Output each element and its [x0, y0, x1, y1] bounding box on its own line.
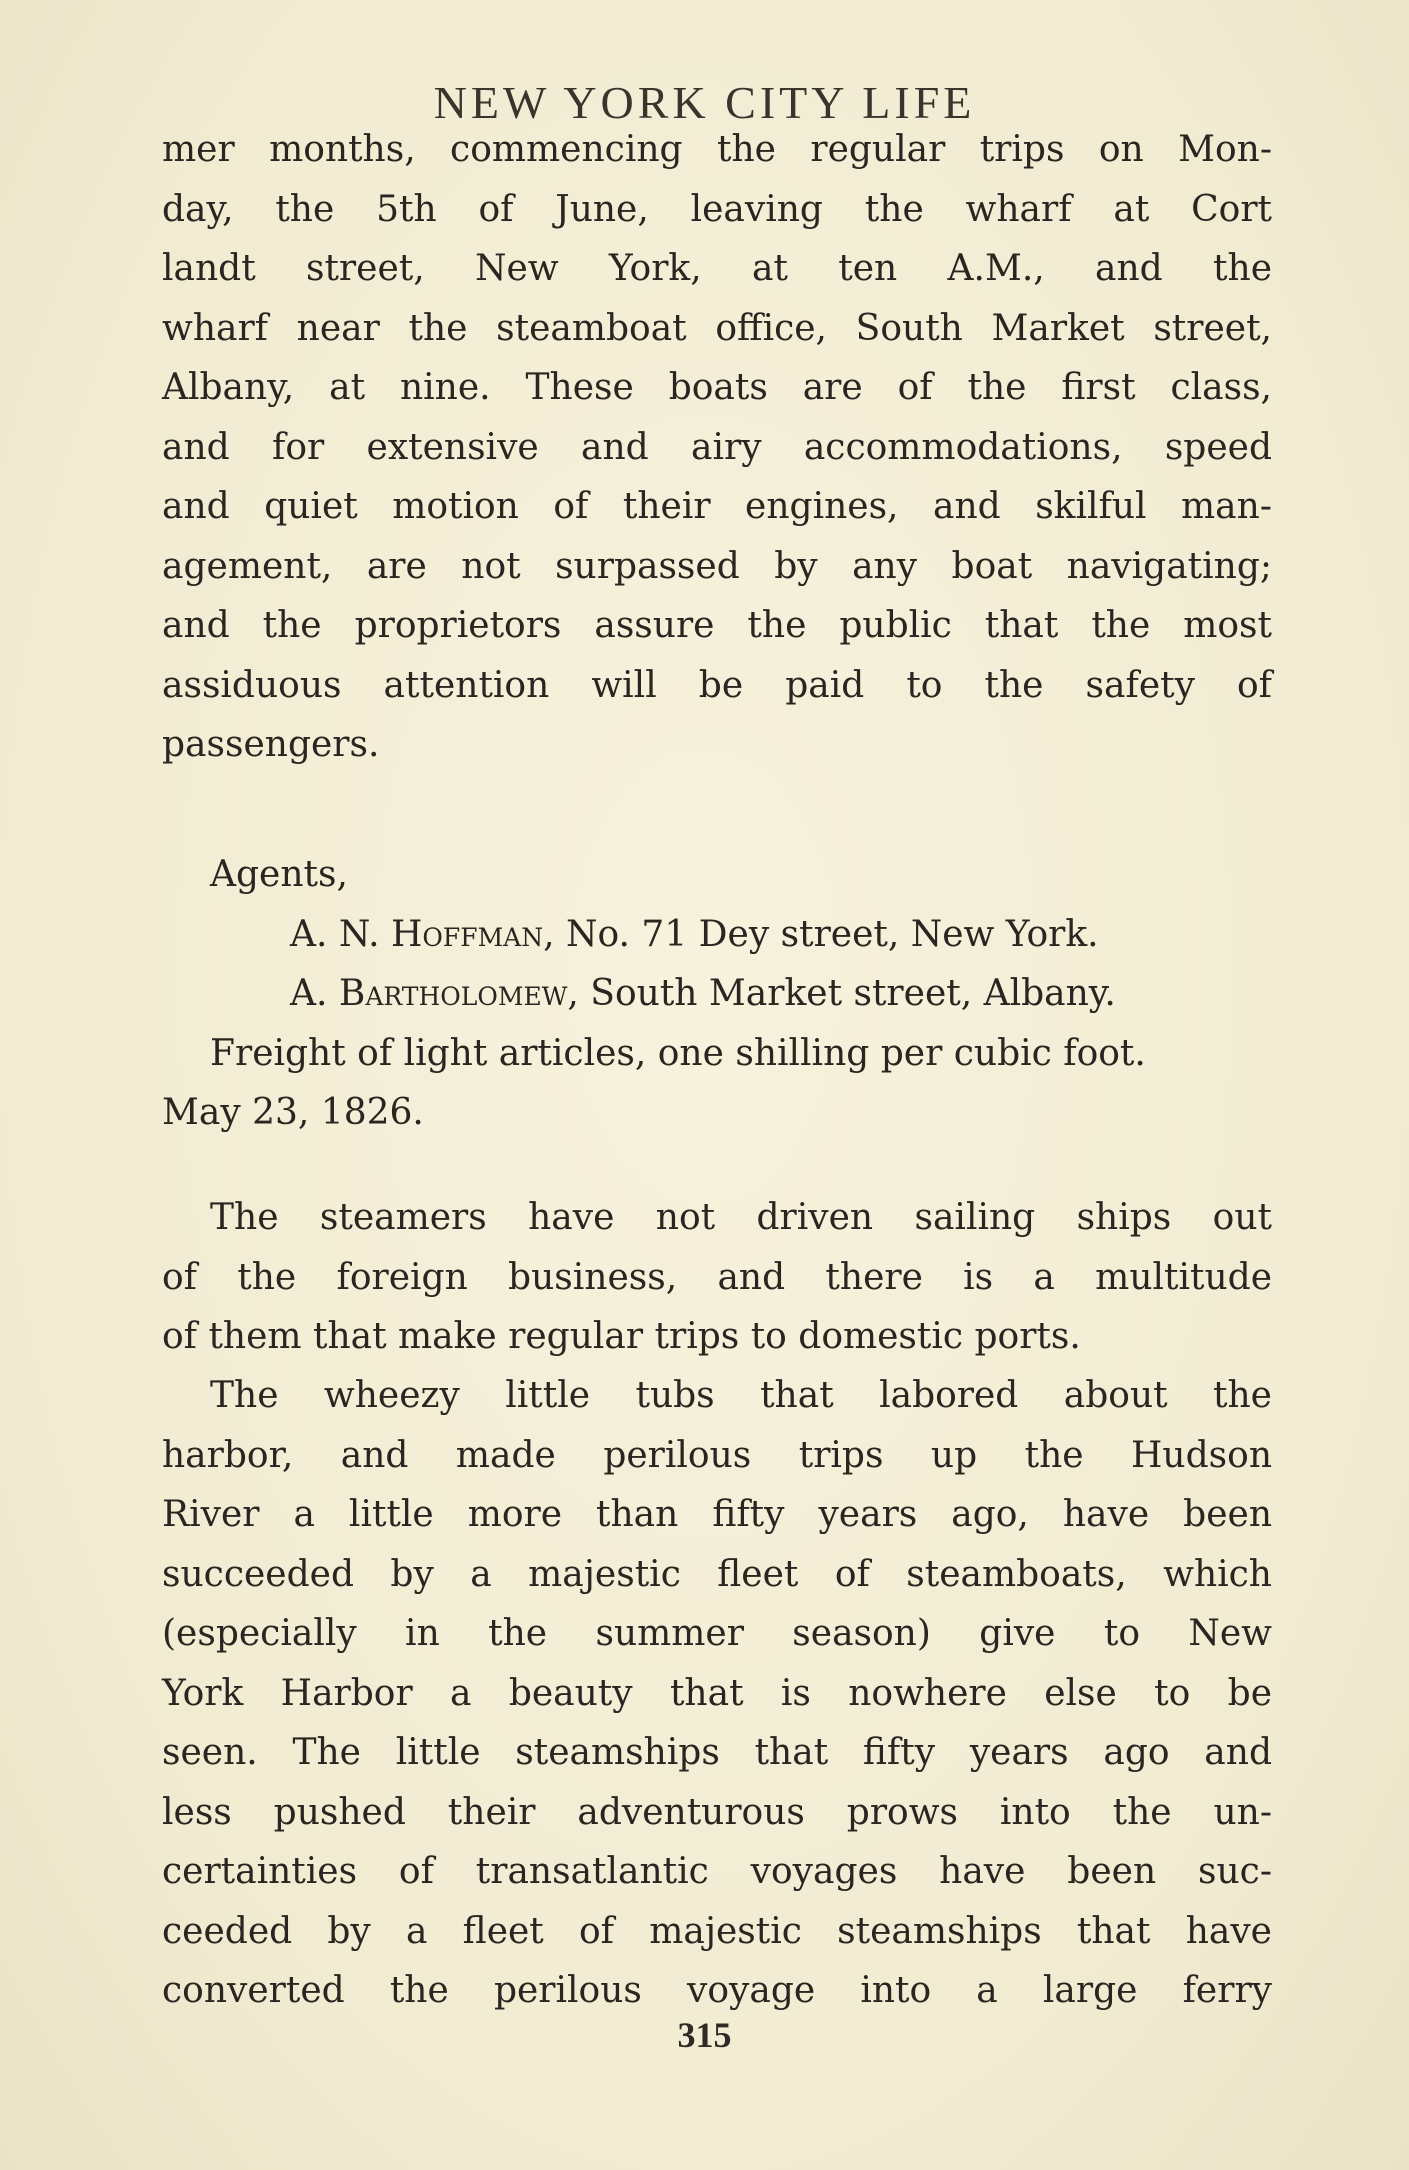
text-line: landt street, New York, at ten A.M., and the: [162, 248, 1272, 289]
text-line: assiduous attention will be paid to the safety of: [162, 664, 1272, 706]
agent-address: , No. 71 Dey street, New York.: [543, 913, 1099, 955]
agent-initials: A.: [290, 973, 328, 1014]
text-line: of the foreign business, and there is a multitude: [162, 1256, 1272, 1298]
paragraph-3: [162, 1366, 1272, 2021]
text-line: and the proprietors assure the public that the most: [162, 605, 1272, 646]
text-line: and quiet motion of their engines, and skilful man-: [162, 486, 1272, 527]
page-number: 315: [677, 2015, 732, 2055]
agent-address: , South Market street, Albany.: [567, 973, 1116, 1014]
text-line: River a little more than fifty years ago, have been: [162, 1494, 1272, 1535]
text-line: agement, are not surpassed by any boat navigating;: [162, 545, 1272, 587]
agent-entry: [162, 905, 1272, 965]
text-line: The steamers have not driven sailing ships out: [210, 1197, 1272, 1238]
agent-entry: [162, 964, 1272, 1024]
text-line: The wheezy little tubs that labored about the: [210, 1375, 1272, 1416]
agents-label: Agents,: [210, 854, 348, 895]
agent-name: Bartholomew: [338, 973, 568, 1014]
text-line: seen. The little steamships that fifty years ago and: [162, 1732, 1272, 1773]
running-head: NEW YORK CITY LIFE: [433, 77, 976, 128]
text-line: less pushed their adventurous prows into the un-: [162, 1791, 1272, 1833]
text-line: converted the perilous voyage into a large ferry: [162, 1970, 1272, 2011]
paragraph-1: [162, 120, 1272, 775]
date-line: May 23, 1826.: [162, 1092, 424, 1133]
text-line: passengers.: [162, 724, 380, 765]
agents-block: [162, 845, 1272, 1143]
text-line: York Harbor a beauty that is nowhere else to be: [162, 1672, 1272, 1714]
paragraph-2: [162, 1188, 1272, 1367]
agent-name: Hoffman: [390, 913, 544, 955]
text-line: mer months, commencing the regular trips on Mon-: [162, 129, 1272, 170]
text-line: of them that make regular trips to domestic ports.: [162, 1316, 1081, 1357]
text-line: Albany, at nine. These boats are of the first class,: [162, 367, 1272, 408]
text-line: ceeded by a fleet of majestic steamships that have: [162, 1910, 1272, 1952]
text-line: certainties of transatlantic voyages have been suc-: [162, 1851, 1272, 1892]
freight-line: Freight of light articles, one shilling per cubic foot.: [210, 1032, 1146, 1074]
text-line: day, the 5th of June, leaving the wharf at Cort: [162, 188, 1272, 230]
agent-initials: A. N.: [290, 913, 380, 955]
text-line: succeeded by a majestic fleet of steamboats, which: [162, 1553, 1272, 1595]
text-line: and for extensive and airy accommodations, speed: [162, 426, 1272, 468]
text-line: wharf near the steamboat office, South Market street,: [162, 307, 1272, 349]
text-line: (especially in the summer season) give to New: [162, 1613, 1272, 1654]
text-line: harbor, and made perilous trips up the Hudson: [162, 1434, 1272, 1476]
